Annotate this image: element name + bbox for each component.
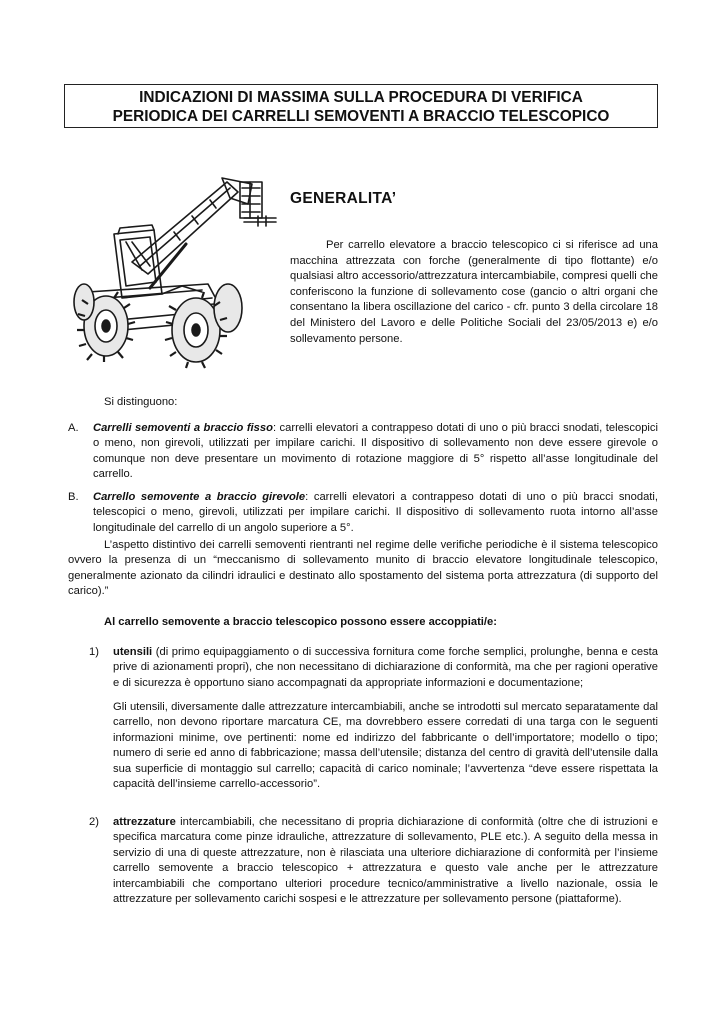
accoppiati-heading: Al carrello semovente a braccio telescopico possono essere accoppiati/e: [104,616,497,628]
type-a-term: Carrelli semoventi a braccio fisso [93,422,273,434]
type-a-paragraph [93,421,658,483]
list-marker-1: 1) [89,646,99,658]
item-1-term: utensili [113,646,153,658]
list-marker-a: A. [68,422,79,434]
title-line-2: PERIODICA DEI CARRELLI SEMOVENTI A BRACCIO TELESCOPICO [112,108,610,125]
distinguono-label: Si distinguono: [104,396,178,408]
intro-paragraph [290,238,658,347]
aspetto-paragraph: L’aspetto distintivo dei carrelli semoventi rientranti nel regime delle verifiche periodiche è il sistema telescopico ovvero la presenza di un “meccanismo di sollevamento munito di braccio elevatore longitudinale telescopico, generalmente azionato da cilindri idraulici e destinato allo spostamento del sistema porta attrezzatura (di supporto del carico).” [68,539,658,598]
type-b-paragraph [93,490,658,536]
type-b-text: : carrelli elevatori a contrappeso dotati di uno o più bracci snodati, telescopici o meno, girevoli, utilizzati per impilare carichi. Il dispositivo di sollevamento ruota intorno all’asse longitudinale del carrello di un angolo superiore a 5°. [93,491,659,534]
title-line-1: INDICAZIONI DI MASSIMA SULLA PROCEDURA DI VERIFICA [139,89,583,106]
item-2-term: attrezzature [113,816,176,828]
telehandler-illustration [62,170,284,370]
type-b-term: Carrello semovente a braccio girevole [93,491,306,503]
list-marker-b: B. [68,491,79,503]
item-1-paragraph-2: Gli utensili, diversamente dalle attrezzature intercambiabili, anche se introdotti sul mercato separatamente dal carrello, non devono riportare marcatura CE, ma dovrebbero essere corredati di una targa con le seguenti informazioni minime, ove pertinenti: nome ed indirizzo del fabbricante o dell’importatore; modello o tipo; numero di serie ed anno di fabbricazione; massa dell’utensile; distanza del centro di gravità dell’utensile dalla sua superficie di montaggio sul carrello; capacità di carico nominale; l’avvertenza “deve essere rispettata la capacità dell’insieme carrello-accessorio”. [113,701,658,791]
item-1-text: (di primo equipaggiamento o di successiva fornitura come forche semplici, prolunghe, benna e cesta prive di azionamenti propri), che non necessitano di dichiarazione di conformità, ma che per ragioni operative e di sicurezza è opportuno siano accompagnati da appropriate informazioni e documentazione; [113,646,658,689]
list-marker-2: 2) [89,816,99,828]
item-2-text: intercambiabili, che necessitano di propria dichiarazione di conformità (oltre che di istruzioni e specifica marcatura come pinze idrauliche, attrezzature di sollevamento, PLE etc.). A seguito della messa in servizio di una di queste attrezzature, non è rilasciata una ulteriore dichiarazione di conformità per l’insieme carrello semovente a braccio telescopico + attrezzatura e questo vale anche per le attrezzature intercambiabili che comportano ulteriori procedure tecnico/amministrative a livello nazionale, ossia le attrezzature per sollevamento carichi sospesi e le attrezzature per sollevamento persone (piattaforme). [113,816,658,906]
item-1-paragraph [113,645,658,691]
type-a-text: : carrelli elevatori a contrappeso dotati di uno o più bracci snodati, telescopici o meno, non girevoli, utilizzati per impilare carichi. Il dispositivo di sollevamento non deve essere girevole o comunque non deve presentare un movimento di rotazione maggiore di 5° rispetto all’asse longitudinale del carrello. [93,422,658,481]
item-2-paragraph [113,815,658,907]
document-title [64,84,658,128]
section-heading-generalita: GENERALITA’ [290,190,397,207]
intro-text: Per carrello elevatore a braccio telescopico ci si riferisce ad una macchina attrezzata con forche (generalmente di tipo flottante) e/o qualsiasi altro accessorio/attrezzatura intercambiabile, compresi quelli che conferiscono la funzione di sollevamento cose (gancio o altri organi che consentano la libera oscillazione del carico - cfr. punto 3 della circolare 18 del Ministero del Lavoro e delle Politiche Sociali del 23/05/2013 e) e/o sollevamento persone. [290,239,658,345]
